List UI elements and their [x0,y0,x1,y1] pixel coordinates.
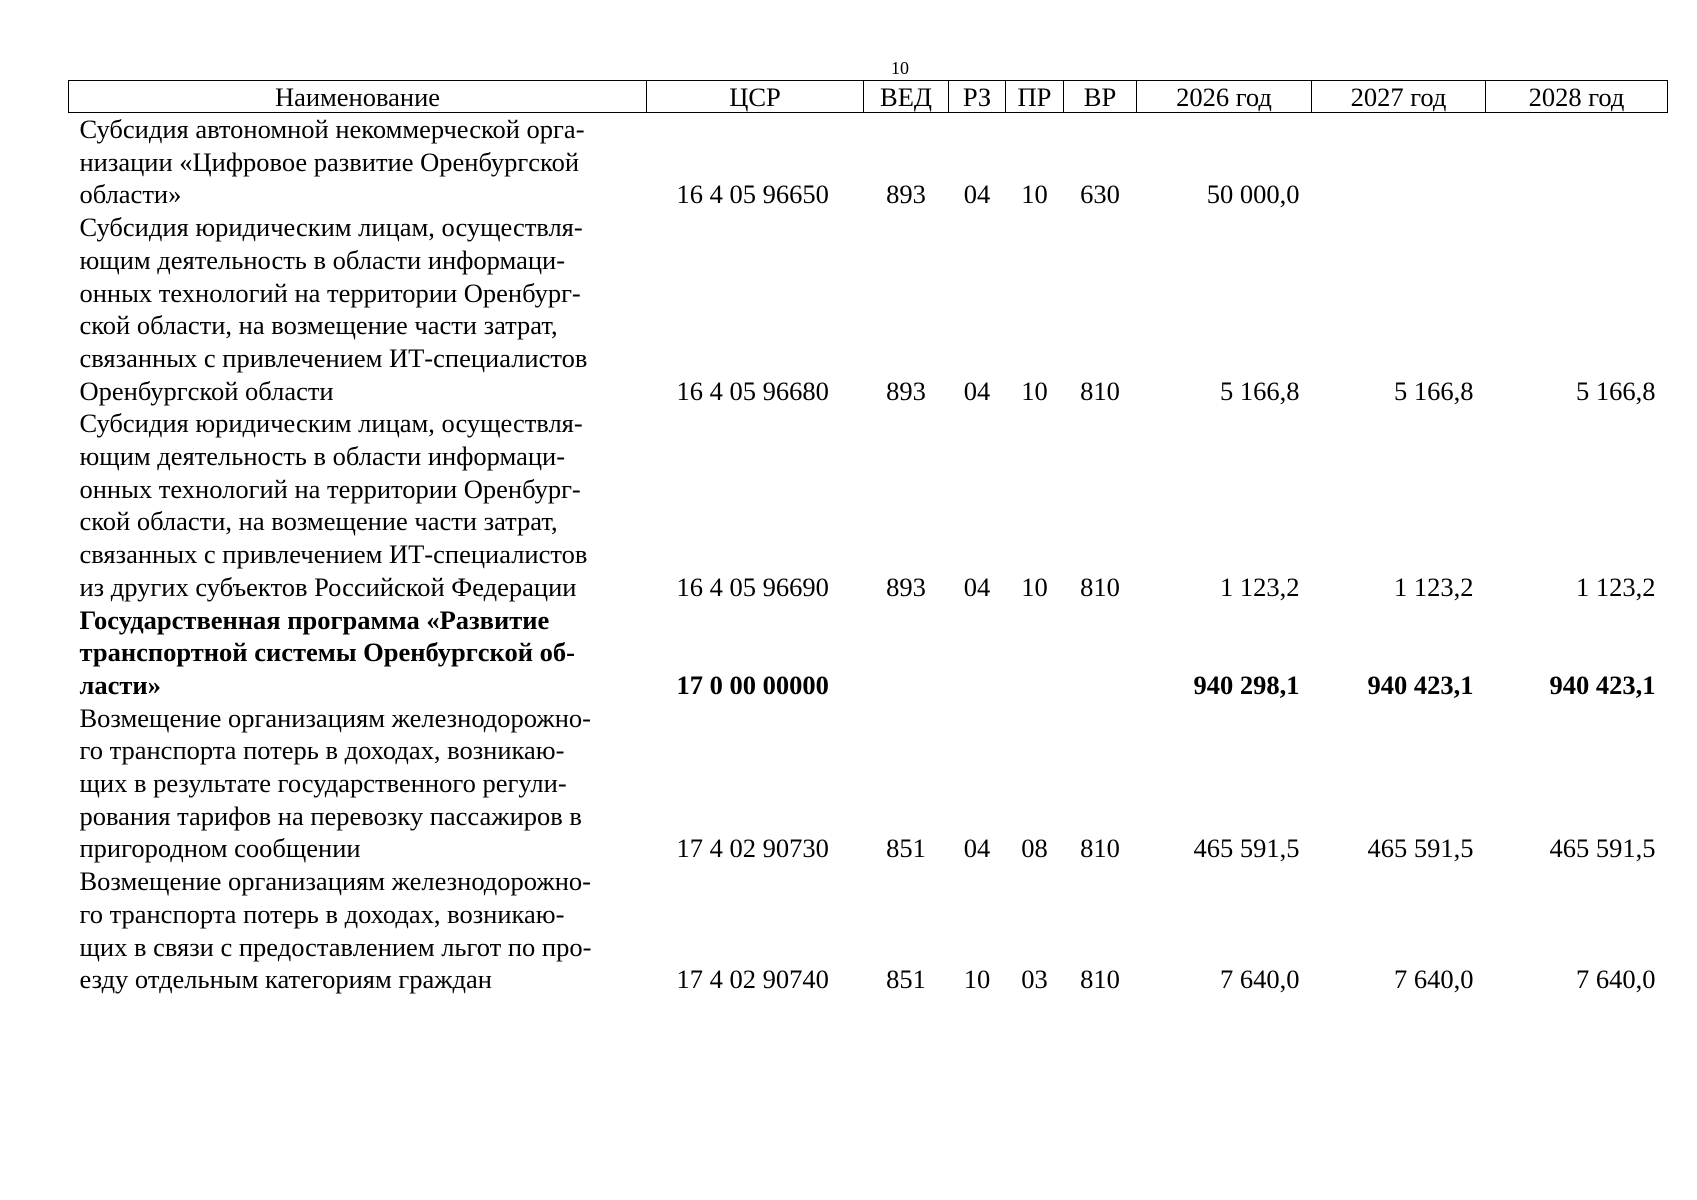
cell-rz: 04 [963,375,991,406]
cell-vr: 810 [1080,571,1120,602]
name-line: Возмещение организациям железнодорожно- [79,702,591,733]
cell-2026: 5 166,8 [1220,375,1300,406]
cell-ved: 893 [886,571,926,602]
cell-vr: 810 [1080,964,1120,995]
cell-name [69,211,647,407]
name-line: связанных с привлечением ИТ-специалистов [79,539,588,570]
name-line: транспортной системы Оренбургской об- [79,637,575,668]
table-body [69,113,1668,996]
cell-2027: 5 166,8 [1394,375,1474,406]
name-line: го транспорта потерь в доходах, возникаю- [79,735,565,766]
cell-vr [1064,604,1137,702]
cell-2028: 1 123,2 [1576,571,1656,602]
name-line: Государственная программа «Развитие [79,604,550,635]
name-line: Субсидия юридическим лицам, осуществля- [79,408,583,439]
cell-rz: 04 [963,833,991,864]
name-line: ющим деятельность в области информаци- [79,441,566,472]
name-line: ласти» [79,669,161,700]
name-line: рования тарифов на перевозку пассажиров в [79,800,582,831]
cell-name [69,604,647,702]
name-line: онных технологий на территории Оренбург- [79,473,581,504]
cell-csr: 17 0 00 00000 [676,669,829,700]
name-line: онных технологий на территории Оренбург- [79,277,581,308]
name-line: Субсидия юридическим лицам, осуществля- [79,212,583,243]
table-row [69,702,1668,866]
table-header [69,81,1668,113]
cell-2026: 50 000,0 [1206,179,1300,210]
header-rz: РЗ [949,81,1006,113]
table-row [69,211,1668,407]
header-pr: ПР [1006,81,1064,113]
cell-2027: 7 640,0 [1394,964,1474,995]
table-row [69,113,1668,212]
cell-2028: 940 423,1 [1549,669,1656,700]
cell-2027: 940 423,1 [1367,669,1474,700]
header-vr: ВР [1064,81,1137,113]
name-line: Возмещение организациям железнодорожно- [79,866,591,897]
cell-name [69,407,647,603]
cell-2028: 465 591,5 [1549,833,1656,864]
cell-csr: 17 4 02 90730 [676,833,829,864]
cell-pr: 03 [1021,964,1048,995]
cell-pr: 08 [1021,833,1048,864]
cell-vr: 810 [1080,833,1120,864]
cell-pr: 10 [1021,375,1048,406]
cell-name [69,865,647,996]
name-line: щих в связи с предоставлением льгот по про- [79,931,592,962]
header-csr: ЦСР [647,81,864,113]
name-line: ской области, на возмещение части затрат, [79,506,558,537]
page-number: 10 [891,58,909,78]
cell-name [69,702,647,866]
name-line: Оренбургской области [79,375,334,406]
cell-csr: 17 4 02 90740 [676,964,829,995]
name-line: ющим деятельность в области информаци- [79,244,566,275]
header-2028: 2028 год [1486,81,1668,113]
budget-table [68,80,1668,996]
name-line: связанных с привлечением ИТ-специалистов [79,342,588,373]
cell-2026: 1 123,2 [1220,571,1300,602]
cell-rz: 04 [963,179,991,210]
cell-ved: 893 [886,375,926,406]
cell-pr: 10 [1021,571,1048,602]
cell-ved: 851 [886,833,926,864]
cell-ved: 893 [886,179,926,210]
cell-csr: 16 4 05 96650 [676,179,829,210]
name-line: езду отдельным категориям граждан [79,964,492,995]
header-2027: 2027 год [1312,81,1486,113]
name-line: щих в результате государственного регули- [79,768,567,799]
cell-2028: 5 166,8 [1576,375,1656,406]
cell-2026: 7 640,0 [1220,964,1300,995]
cell-vr: 810 [1080,375,1120,406]
cell-2027: 1 123,2 [1394,571,1474,602]
cell-csr: 16 4 05 96680 [676,375,829,406]
cell-2026: 940 298,1 [1193,669,1300,700]
name-line: низации «Цифровое развитие Оренбургской [79,146,580,177]
cell-pr: 10 [1021,179,1048,210]
header-ved: ВЕД [864,81,949,113]
cell-ved: 851 [886,964,926,995]
cell-2027: 465 591,5 [1367,833,1474,864]
cell-csr: 16 4 05 96690 [676,571,829,602]
cell-vr: 630 [1080,179,1120,210]
name-line: области» [79,179,182,210]
cell-rz [949,604,1006,702]
cell-name [69,113,647,212]
header-name: Наименование [69,81,647,113]
cell-rz: 04 [963,571,991,602]
table-row [69,865,1668,996]
cell-2027 [1312,113,1486,212]
cell-2028 [1486,113,1668,212]
cell-2028: 7 640,0 [1576,964,1656,995]
cell-rz: 10 [963,964,991,995]
cell-2026: 465 591,5 [1193,833,1300,864]
table-row [69,407,1668,603]
name-line: пригородном сообщении [79,833,361,864]
table-row [69,604,1668,702]
cell-ved [864,604,949,702]
name-line: Субсидия автономной некоммерческой орга- [79,114,585,144]
name-line: из других субъектов Российской Федерации [79,571,577,602]
header-2026: 2026 год [1137,81,1312,113]
cell-pr [1006,604,1064,702]
name-line: ской области, на возмещение части затрат, [79,310,558,341]
name-line: го транспорта потерь в доходах, возникаю- [79,898,565,929]
